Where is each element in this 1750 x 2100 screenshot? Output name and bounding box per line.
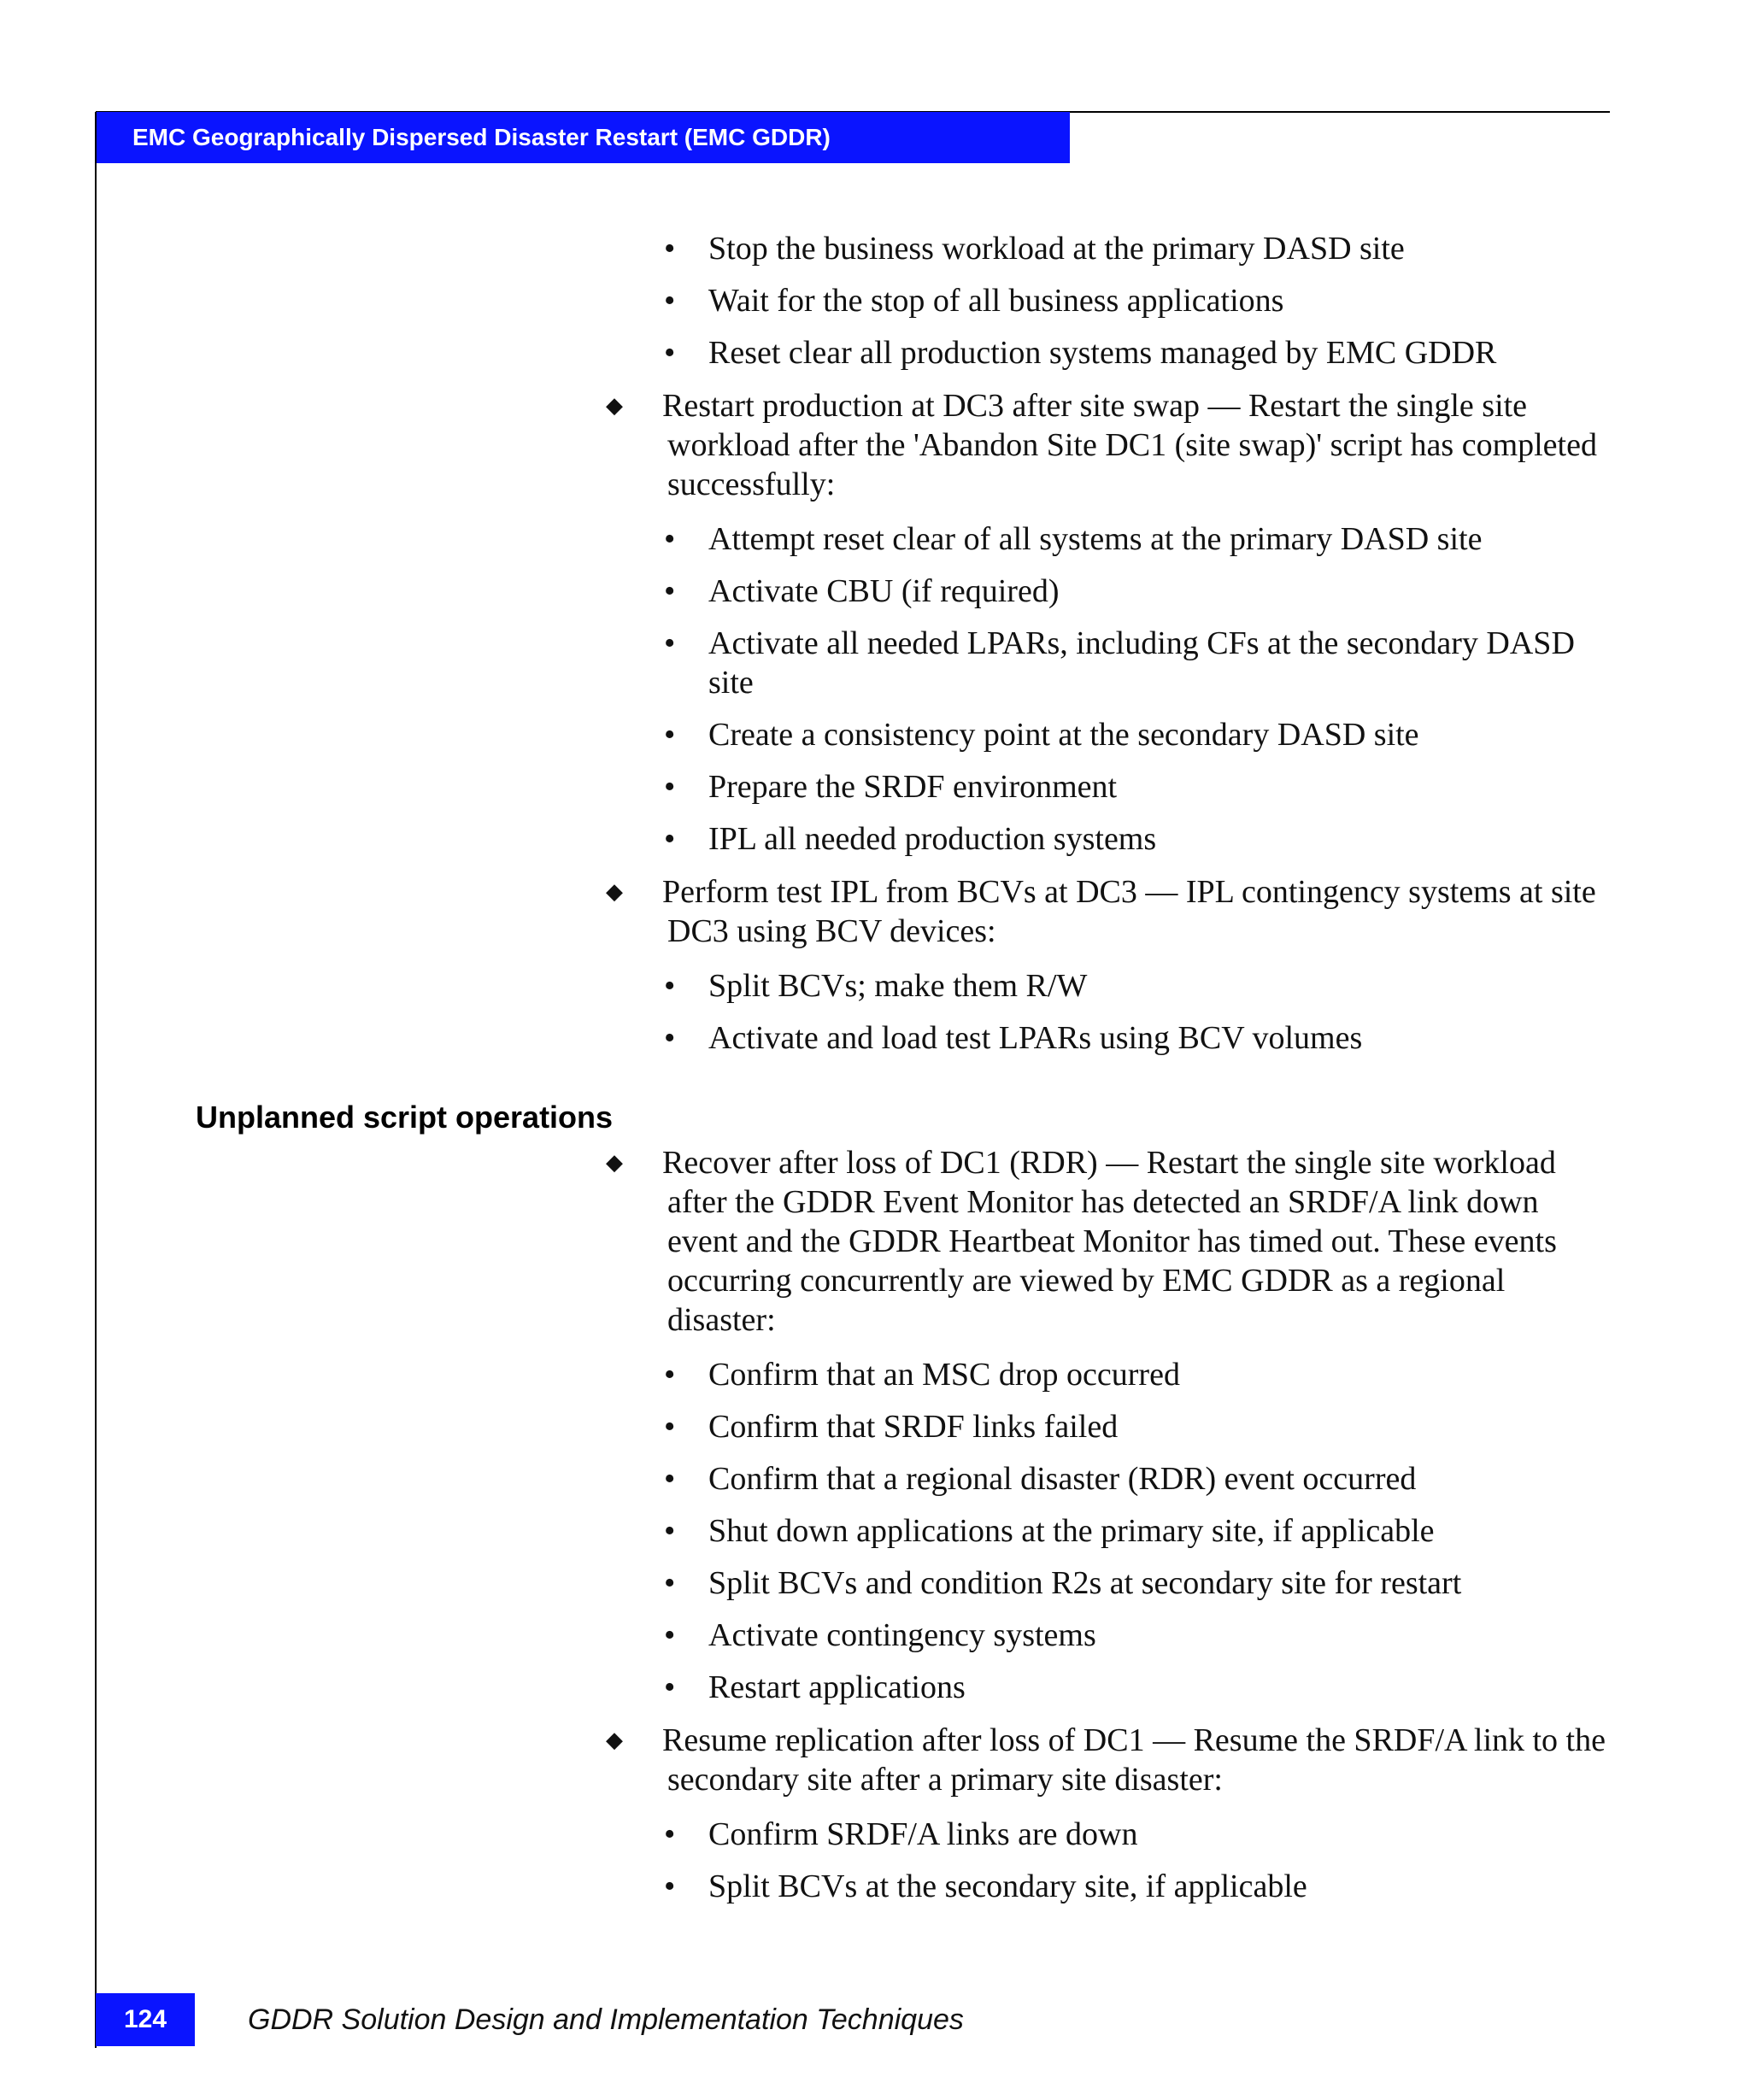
list-item: • Prepare the SRDF environment xyxy=(708,767,1614,807)
section-heading: Unplanned script operations xyxy=(196,1100,614,1135)
list-item: • Split BCVs at the secondary site, if applicable xyxy=(708,1867,1614,1906)
list-item: • Stop the business workload at the primary DASD site xyxy=(708,229,1614,268)
diamond-bullet-icon: ◆ xyxy=(606,393,623,418)
script-item xyxy=(606,872,1615,951)
list-item: • Confirm SRDF/A links are down xyxy=(708,1815,1614,1854)
script-item-text: Restart production at DC3 after site swap — Restart the single site workload after the 'Abandon Site DC1 (site swap)' script has completed successfully: xyxy=(662,388,1597,502)
list-item: • Split BCVs and condition R2s at secondary site for restart xyxy=(708,1563,1614,1603)
list-item: • IPL all needed production systems xyxy=(708,819,1614,859)
script-item-text: Recover after loss of DC1 (RDR) — Restart the single site workload after the GDDR Event Monitor has detected an SRDF/A link down event and the GDDR Heartbeat Monitor has timed out. These events occurring concurrently are viewed by EMC GDDR as a regional disaster: xyxy=(662,1145,1557,1338)
script-item-text: Resume replication after loss of DC1 — Resume the SRDF/A link to the secondary site after a primary site disaster: xyxy=(662,1722,1606,1798)
unplanned-steps-list xyxy=(0,1143,1750,1919)
list-item: • Reset clear all production systems managed by EMC GDDR xyxy=(708,333,1614,372)
script-item xyxy=(606,1721,1615,1799)
list-item: • Create a consistency point at the secondary DASD site xyxy=(708,715,1614,754)
list-item: • Confirm that a regional disaster (RDR) event occurred xyxy=(708,1459,1614,1499)
list-item: • Split BCVs; make them R/W xyxy=(708,966,1614,1006)
footer-book-title: GDDR Solution Design and Implementation Techniques xyxy=(248,2003,964,2036)
running-header: EMC Geographically Dispersed Disaster Restart (EMC GDDR) xyxy=(96,112,1070,163)
planned-steps-list xyxy=(0,229,1750,1071)
list-item: • Activate and load test LPARs using BCV volumes xyxy=(708,1018,1614,1058)
list-item: • Restart applications xyxy=(708,1668,1614,1707)
list-item: • Activate CBU (if required) xyxy=(708,572,1614,611)
page-number: 124 xyxy=(96,1993,195,2046)
script-item xyxy=(606,386,1615,504)
list-item: • Shut down applications at the primary site, if applicable xyxy=(708,1511,1614,1551)
diamond-bullet-icon: ◆ xyxy=(606,1150,623,1175)
list-item: • Activate all needed LPARs, including CFs at the secondary DASD site xyxy=(708,624,1614,702)
diamond-bullet-icon: ◆ xyxy=(606,879,623,904)
list-item: • Wait for the stop of all business applications xyxy=(708,281,1614,320)
script-item xyxy=(606,1143,1615,1340)
list-item: • Activate contingency systems xyxy=(708,1616,1614,1655)
list-item: • Confirm that an MSC drop occurred xyxy=(708,1355,1614,1394)
list-item: • Attempt reset clear of all systems at the primary DASD site xyxy=(708,519,1614,559)
script-item-text: Perform test IPL from BCVs at DC3 — IPL contingency systems at site DC3 using BCV devices: xyxy=(662,874,1596,949)
diamond-bullet-icon: ◆ xyxy=(606,1728,623,1752)
list-item: • Confirm that SRDF links failed xyxy=(708,1407,1614,1446)
